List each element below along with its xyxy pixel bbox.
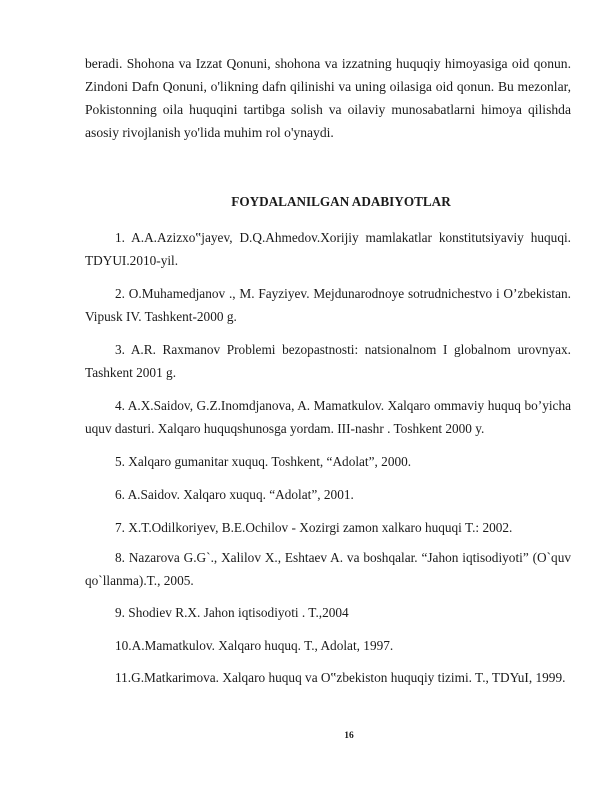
reference-item-11: 11.G.Matkarimova. Xalqaro huquq va O‟zbekiston huquqiy tizimi. T., TDYuI, 1999. [115, 670, 566, 685]
reference-item-6: 6. A.Saidov. Xalqaro xuquq. “Adolat”, 2001. [115, 487, 354, 502]
references-heading: FOYDALANILGAN ADABIYOTLAR [231, 194, 451, 209]
reference-item-8: 8. Nazarova G.G`., Xalilov X., Eshtaev A. va boshqalar. “Jahon iqtisodiyoti” (O`quv qo`llanma).T., 2005. [85, 550, 571, 588]
reference-item-4: 4. A.X.Saidov, G.Z.Inomdjanova, A. Mamatkulov. Xalqaro ommaviy huquq bo’yicha uquv dasturi. Xalqaro huquqshunosga yordam. III-nashr . Toshkent 2000 y. [85, 398, 571, 436]
reference-item-7: 7. X.T.Odilkoriyev, B.E.Ochilov - Xozirgi zamon xalkaro huquqi T.: 2002. [115, 520, 513, 535]
reference-item-5: 5. Xalqaro gumanitar xuquq. Toshkent, “Adolat”, 2000. [115, 454, 412, 469]
reference-item-3: 3. A.R. Raxmanov Problemi bezopastnosti: natsionalnom I globalnom urovnyax. Tashkent 2001 g. [85, 342, 571, 380]
page-number: 16 [344, 731, 354, 741]
reference-item-1: 1. A.A.Azizxo‟jayev, D.Q.Ahmedov.Xorijiy mamlakatlar konstitutsiyaviy huquqi. TDYUI.2010-yil. [85, 230, 571, 268]
body-paragraph: beradi. Shohona va Izzat Qonuni, shohona va izzatning huquqiy himoyasiga oid qonun. Zindoni Dafn Qonuni, o'likning dafn qilinishi va uning oilasiga oid qonun. Bu mezonlar, Pokistonning oila huquqini tartibga solish va oilaviy munosabatlarni himoya qilishda asosiy rivojlanish yo'lida muhim rol o'ynaydi. [85, 56, 571, 140]
reference-item-10: 10.A.Mamatkulov. Xalqaro huquq. T., Adolat, 1997. [115, 638, 394, 653]
reference-item-9: 9. Shodiev R.X. Jahon iqtisodiyoti . T.,2004 [115, 605, 349, 620]
reference-item-2: 2. O.Muhamedjanov ., M. Fayziyev. Mejdunarodnoye sotrudnichestvo i O’zbekistan. Vipusk IV. Tashkent-2000 g. [85, 286, 571, 324]
